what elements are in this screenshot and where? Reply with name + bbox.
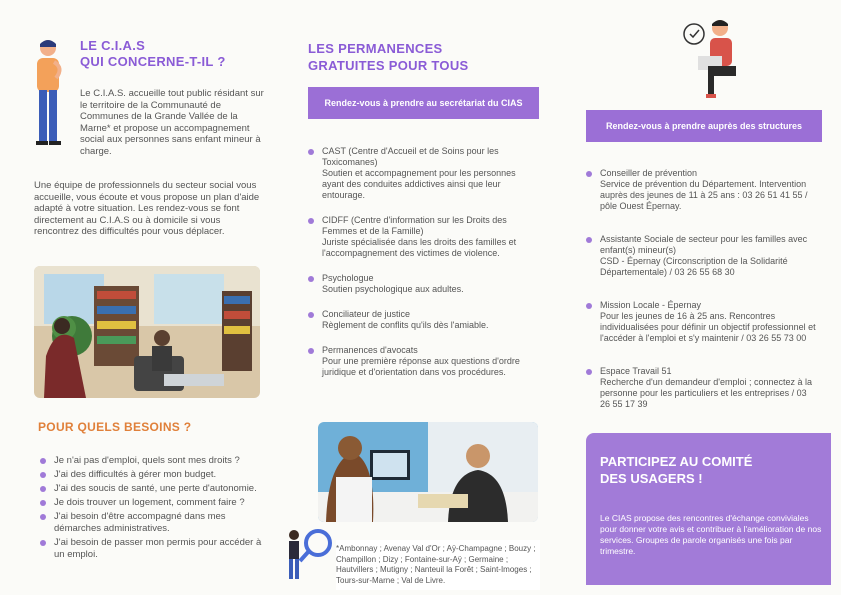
comite-usagers-box — [586, 433, 831, 585]
permanence-item — [308, 309, 536, 331]
structure-text: Service de prévention du Département. Intervention auprès des jeunes de 11 à 25 ans : 03 26 51 41 55 / pôle Ouest Épernay. — [600, 179, 808, 211]
structure-item — [586, 300, 818, 344]
cias-secretariat-banner: Rendez-vous à prendre au secrétariat du CIAS — [308, 87, 539, 119]
laptop-person-illustration — [678, 14, 748, 106]
cias-paragraph: Une équipe de professionnels du secteur social vous accueille, vous écoute et vous propose un plan d'aide adapté à votre situation. Les rendez-vous se font directement au C.I.A.S ou à domicile si vous rencontrez des difficultés pour vous déplacer. — [34, 180, 260, 237]
permanence-text: Soutien et accompagnement pour les personnes ayant des conduites addictives ainsi que leur entourage. — [322, 168, 516, 200]
cias-title-line2: QUI CONCERNE-T-IL ? — [80, 54, 226, 69]
permanence-text: Juriste spécialisée dans les droits des familles et l'accompagnement des victimes de violence. — [322, 237, 517, 258]
structure-title: Mission Locale - Épernay — [600, 300, 702, 310]
structures-banner: Rendez-vous à prendre auprès des structures — [586, 110, 822, 142]
permanence-title: CIDFF (Centre d'information sur les Droits des Femmes et de la Famille) — [322, 215, 507, 236]
comite-title — [600, 453, 752, 487]
structures-list — [586, 168, 818, 424]
cias-intro: Le C.I.A.S. accueille tout public résidant sur le territoire de la Communauté de Communes de la Grande Vallée de la Marne* et propose un accompagnement social aux personnes sans enfant mineur à charge. — [80, 88, 264, 157]
permanences-title — [308, 40, 469, 74]
needs-item: J'ai des soucis de santé, une perte d'autonomie. — [40, 483, 270, 495]
permanence-item — [308, 345, 536, 378]
communes-list: *Ambonnay ; Avenay Val d'Or ; Aÿ-Champagne ; Bouzy ; Champillon ; Dizy ; Fontaine-sur-Aÿ ; Germaine ; Hautvillers ; Mutigny ; Nanteuil la Forêt ; Saint-Imoges ; Tours-sur-Marne ; Val de Livre. — [336, 540, 540, 590]
needs-list — [40, 455, 270, 563]
cias-title — [80, 38, 226, 70]
comite-text: Le CIAS propose des rencontres d'échange conviviales pour donner votre avis et contribuer à l'amélioration de nos services. Groupes de parole organisés une fois par trimestre. — [600, 513, 822, 556]
comite-title-line2: DES USAGERS ! — [600, 471, 703, 486]
permanences-title-line2: GRATUITES POUR TOUS — [308, 58, 469, 73]
permanence-item — [308, 215, 536, 259]
needs-item: J'ai des difficultés à gérer mon budget. — [40, 469, 270, 481]
structure-title: Assistante Sociale de secteur pour les familles avec enfant(s) mineur(s) — [600, 234, 808, 255]
needs-title: POUR QUELS BESOINS ? — [38, 420, 192, 434]
permanences-list — [308, 146, 536, 392]
needs-item: Je dois trouver un logement, comment faire ? — [40, 497, 270, 509]
permanences-title-line1: LES PERMANENCES — [308, 41, 443, 56]
thinking-person-illustration — [30, 38, 70, 158]
permanence-text: Règlement de conflits qu'ils dès l'amiable. — [322, 320, 489, 330]
structure-item — [586, 366, 818, 410]
permanence-text: Pour une première réponse aux questions d'ordre juridique et d'orientation dans vos procédures. — [322, 356, 520, 377]
permanence-title: Psychologue — [322, 273, 374, 283]
permanence-title: Conciliateur de justice — [322, 309, 411, 319]
needs-item: J'ai besoin de passer mon permis pour accéder à un emploi. — [40, 537, 270, 561]
library-photo — [34, 266, 260, 398]
permanence-title: Permanences d'avocats — [322, 345, 418, 355]
needs-item: J'ai besoin d'être accompagné dans mes démarches administratives. — [40, 511, 270, 535]
permanence-item — [308, 146, 536, 201]
structure-text: Recherche d'un demandeur d'emploi ; connectez à la personne pour les particuliers et les entreprises / 03 26 55 17 39 — [600, 377, 813, 409]
office-photo — [318, 422, 538, 522]
magnifier-person-illustration — [282, 525, 334, 583]
structure-title: Espace Travail 51 — [600, 366, 672, 376]
permanence-title: CAST (Centre d'Accueil et de Soins pour les Toxicomanes) — [322, 146, 499, 167]
permanence-text: Soutien psychologique aux adultes. — [322, 284, 464, 294]
needs-item: Je n'ai pas d'emploi, quels sont mes droits ? — [40, 455, 270, 467]
structure-text: Pour les jeunes de 16 à 25 ans. Rencontres individualisées pour définir un objectif professionnel et l'accéder à l'emploi et s'y maintenir / 03 26 55 73 00 — [600, 311, 816, 343]
cias-title-line1: LE C.I.A.S — [80, 38, 146, 53]
permanence-item — [308, 273, 536, 295]
structure-item — [586, 234, 818, 278]
structure-title: Conseiller de prévention — [600, 168, 698, 178]
structure-text: CSD - Épernay (Circonscription de la Solidarité Départementale) / 03 26 55 68 30 — [600, 256, 788, 277]
structure-item — [586, 168, 818, 212]
comite-title-line1: PARTICIPEZ AU COMITÉ — [600, 454, 753, 469]
